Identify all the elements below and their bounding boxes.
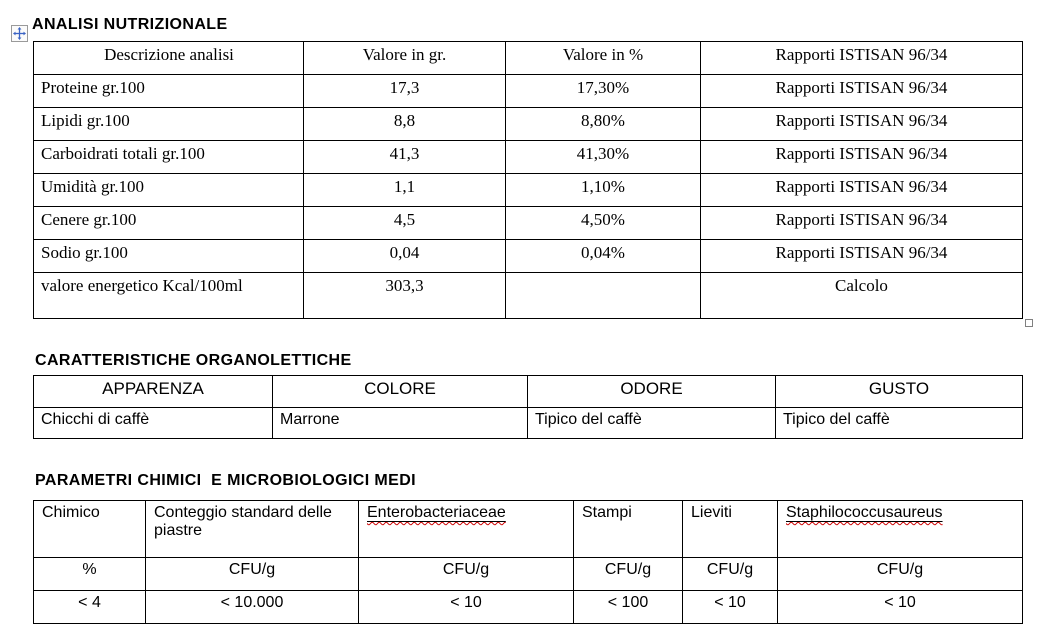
- table-cell: 0,04%: [506, 240, 701, 273]
- table-cell: < 10.000: [146, 591, 359, 624]
- spellcheck-squiggle: Staphilococcusaureus: [786, 504, 943, 521]
- organoleptic-table: [33, 375, 1023, 439]
- organoleptic-section-title: CARATTERISTICHE ORGANOLETTICHE: [35, 352, 352, 369]
- table-row: [34, 591, 1023, 624]
- table-cell: Lipidi gr.100: [34, 108, 304, 141]
- table-cell: Rapporti ISTISAN 96/34: [701, 108, 1023, 141]
- column-header: Valore in %: [506, 42, 701, 75]
- table-cell: 1,10%: [506, 174, 701, 207]
- column-header: Stampi: [574, 501, 683, 558]
- table-cell: Rapporti ISTISAN 96/34: [701, 174, 1023, 207]
- table-cell: Rapporti ISTISAN 96/34: [701, 75, 1023, 108]
- table-row: [34, 273, 1023, 319]
- table-cell: 1,1: [304, 174, 506, 207]
- table-cell: Calcolo: [701, 273, 1023, 319]
- table-cell: Umidità gr.100: [34, 174, 304, 207]
- column-header: Valore in gr.: [304, 42, 506, 75]
- table-cell: CFU/g: [146, 558, 359, 591]
- column-header: Conteggio standard delle piastre: [146, 501, 359, 558]
- table-cell: Marrone: [273, 408, 528, 439]
- table-cell: valore energetico Kcal/100ml: [34, 273, 304, 319]
- table-cell: Tipico del caffè: [528, 408, 776, 439]
- column-header: Lieviti: [683, 501, 778, 558]
- nutritional-section-title: ANALISI NUTRIZIONALE: [32, 16, 228, 33]
- chemical-parameters-table: [33, 500, 1023, 624]
- column-header: [778, 501, 1023, 558]
- column-header: COLORE: [273, 376, 528, 408]
- table-cell: CFU/g: [778, 558, 1023, 591]
- table-cell: 0,04: [304, 240, 506, 273]
- table-cell: Carboidrati totali gr.100: [34, 141, 304, 174]
- table-row: [34, 408, 1023, 439]
- table-cell: %: [34, 558, 146, 591]
- table-cell: Tipico del caffè: [776, 408, 1023, 439]
- table-cell: < 10: [683, 591, 778, 624]
- table-cell: < 10: [778, 591, 1023, 624]
- table-cell: 4,5: [304, 207, 506, 240]
- column-header: Chimico: [34, 501, 146, 558]
- table-cell: < 4: [34, 591, 146, 624]
- table-cell: 41,30%: [506, 141, 701, 174]
- parameters-section-title: PARAMETRI CHIMICI E MICROBIOLOGICI MEDI: [35, 472, 417, 489]
- table-cell: < 100: [574, 591, 683, 624]
- table-row: [34, 240, 1023, 273]
- column-header: APPARENZA: [34, 376, 273, 408]
- column-header: [359, 501, 574, 558]
- column-header: Descrizione analisi: [34, 42, 304, 75]
- table-row: [34, 75, 1023, 108]
- table-row: [34, 108, 1023, 141]
- table-row: [34, 207, 1023, 240]
- table-cell: 17,30%: [506, 75, 701, 108]
- table-row: [34, 174, 1023, 207]
- table-cell: CFU/g: [574, 558, 683, 591]
- table-cell: Chicchi di caffè: [34, 408, 273, 439]
- nutritional-analysis-table: [33, 41, 1023, 319]
- table-cell: Sodio gr.100: [34, 240, 304, 273]
- table-cell: 17,3: [304, 75, 506, 108]
- table-cell: 303,3: [304, 273, 506, 319]
- header-row: [34, 501, 1023, 558]
- table-cell: Rapporti ISTISAN 96/34: [701, 240, 1023, 273]
- table-cell: CFU/g: [359, 558, 574, 591]
- table-cell: [506, 273, 701, 319]
- table-cell: 4,50%: [506, 207, 701, 240]
- spellcheck-squiggle: Enterobacteriaceae: [367, 504, 506, 521]
- table-cell: Proteine gr.100: [34, 75, 304, 108]
- table-row: [34, 141, 1023, 174]
- column-header: Rapporti ISTISAN 96/34: [701, 42, 1023, 75]
- header-row: [34, 42, 1023, 75]
- table-row: [34, 558, 1023, 591]
- table-move-handle-icon[interactable]: [11, 25, 28, 42]
- column-header: ODORE: [528, 376, 776, 408]
- four-way-arrow-icon: [13, 27, 26, 40]
- column-header: GUSTO: [776, 376, 1023, 408]
- table-cell: < 10: [359, 591, 574, 624]
- table-cell: Rapporti ISTISAN 96/34: [701, 141, 1023, 174]
- table-cell: Cenere gr.100: [34, 207, 304, 240]
- table-resize-handle-icon[interactable]: [1025, 319, 1033, 327]
- table-cell: CFU/g: [683, 558, 778, 591]
- table-cell: Rapporti ISTISAN 96/34: [701, 207, 1023, 240]
- table-cell: 8,8: [304, 108, 506, 141]
- header-row: [34, 376, 1023, 408]
- table-cell: 8,80%: [506, 108, 701, 141]
- table-cell: 41,3: [304, 141, 506, 174]
